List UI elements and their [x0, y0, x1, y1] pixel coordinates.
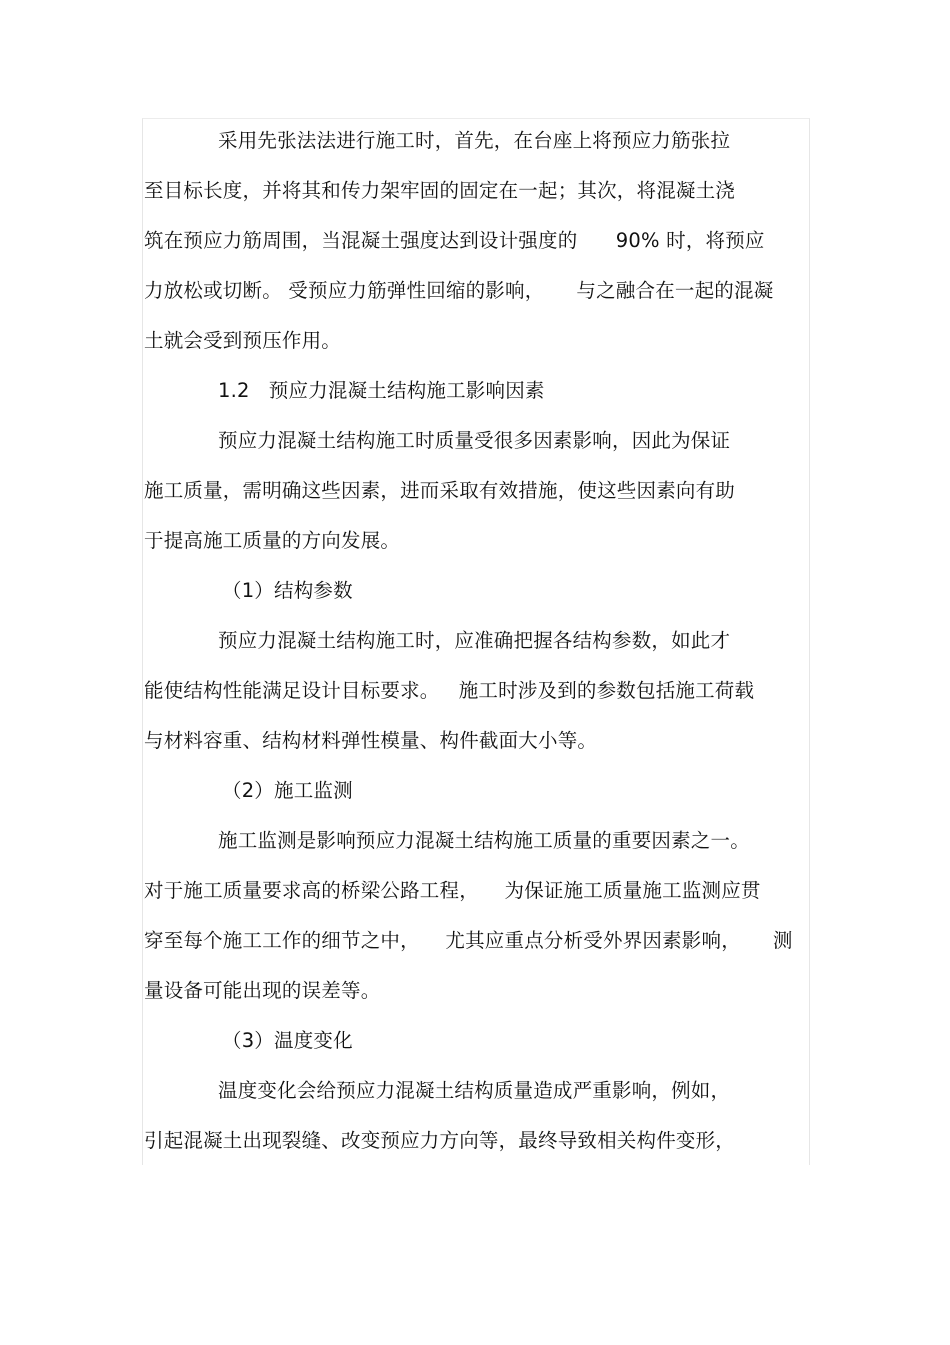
paragraph-line: 力放松或切断。 受预应力筋弹性回缩的影响， 与之融合在一起的混凝	[144, 279, 774, 302]
subsection-heading: （2）施工监测	[222, 779, 353, 802]
paragraph-line: 于提高施工质量的方向发展。	[144, 529, 401, 552]
paragraph-line: 施工监测是影响预应力混凝土结构施工质量的重要因素之一。	[218, 829, 750, 852]
paragraph-line: 筑在预应力筋周围，当混凝土强度达到设计强度的 90% 时，将预应	[144, 229, 765, 252]
paragraph-line: 施工质量，需明确这些因素，进而采取有效措施，使这些因素向有助	[144, 479, 736, 502]
paragraph-line: 至目标长度，并将其和传力架牢固的固定在一起；其次，将混凝土浇	[144, 179, 736, 202]
subsection-heading: （3）温度变化	[222, 1029, 353, 1052]
paragraph-line: 引起混凝土出现裂缝、改变预应力方向等，最终导致相关构件变形，	[144, 1129, 736, 1152]
paragraph-line: 温度变化会给预应力混凝土结构质量造成严重影响，例如，	[218, 1079, 731, 1102]
paragraph-line: 采用先张法法进行施工时，首先，在台座上将预应力筋张拉	[218, 129, 731, 152]
subsection-heading: （1）结构参数	[222, 579, 353, 602]
paragraph-line: 穿至每个施工工作的细节之中， 尤其应重点分析受外界因素影响， 测	[144, 929, 793, 952]
paragraph-line: 对于施工质量要求高的桥梁公路工程， 为保证施工质量施工监测应贯	[144, 879, 761, 902]
paragraph-line: 量设备可能出现的误差等。	[144, 979, 381, 1002]
paragraph-line: 预应力混凝土结构施工时，应准确把握各结构参数，如此才	[218, 629, 731, 652]
paragraph-line: 土就会受到预压作用。	[144, 329, 342, 352]
section-heading: 1.2 预应力混凝土结构施工影响因素	[218, 379, 545, 402]
paragraph-line: 能使结构性能满足设计目标要求。 施工时涉及到的参数包括施工荷载	[144, 679, 755, 702]
paragraph-line: 与材料容重、结构材料弹性模量、构件截面大小等。	[144, 729, 598, 752]
paragraph-line: 预应力混凝土结构施工时质量受很多因素影响，因此为保证	[218, 429, 731, 452]
